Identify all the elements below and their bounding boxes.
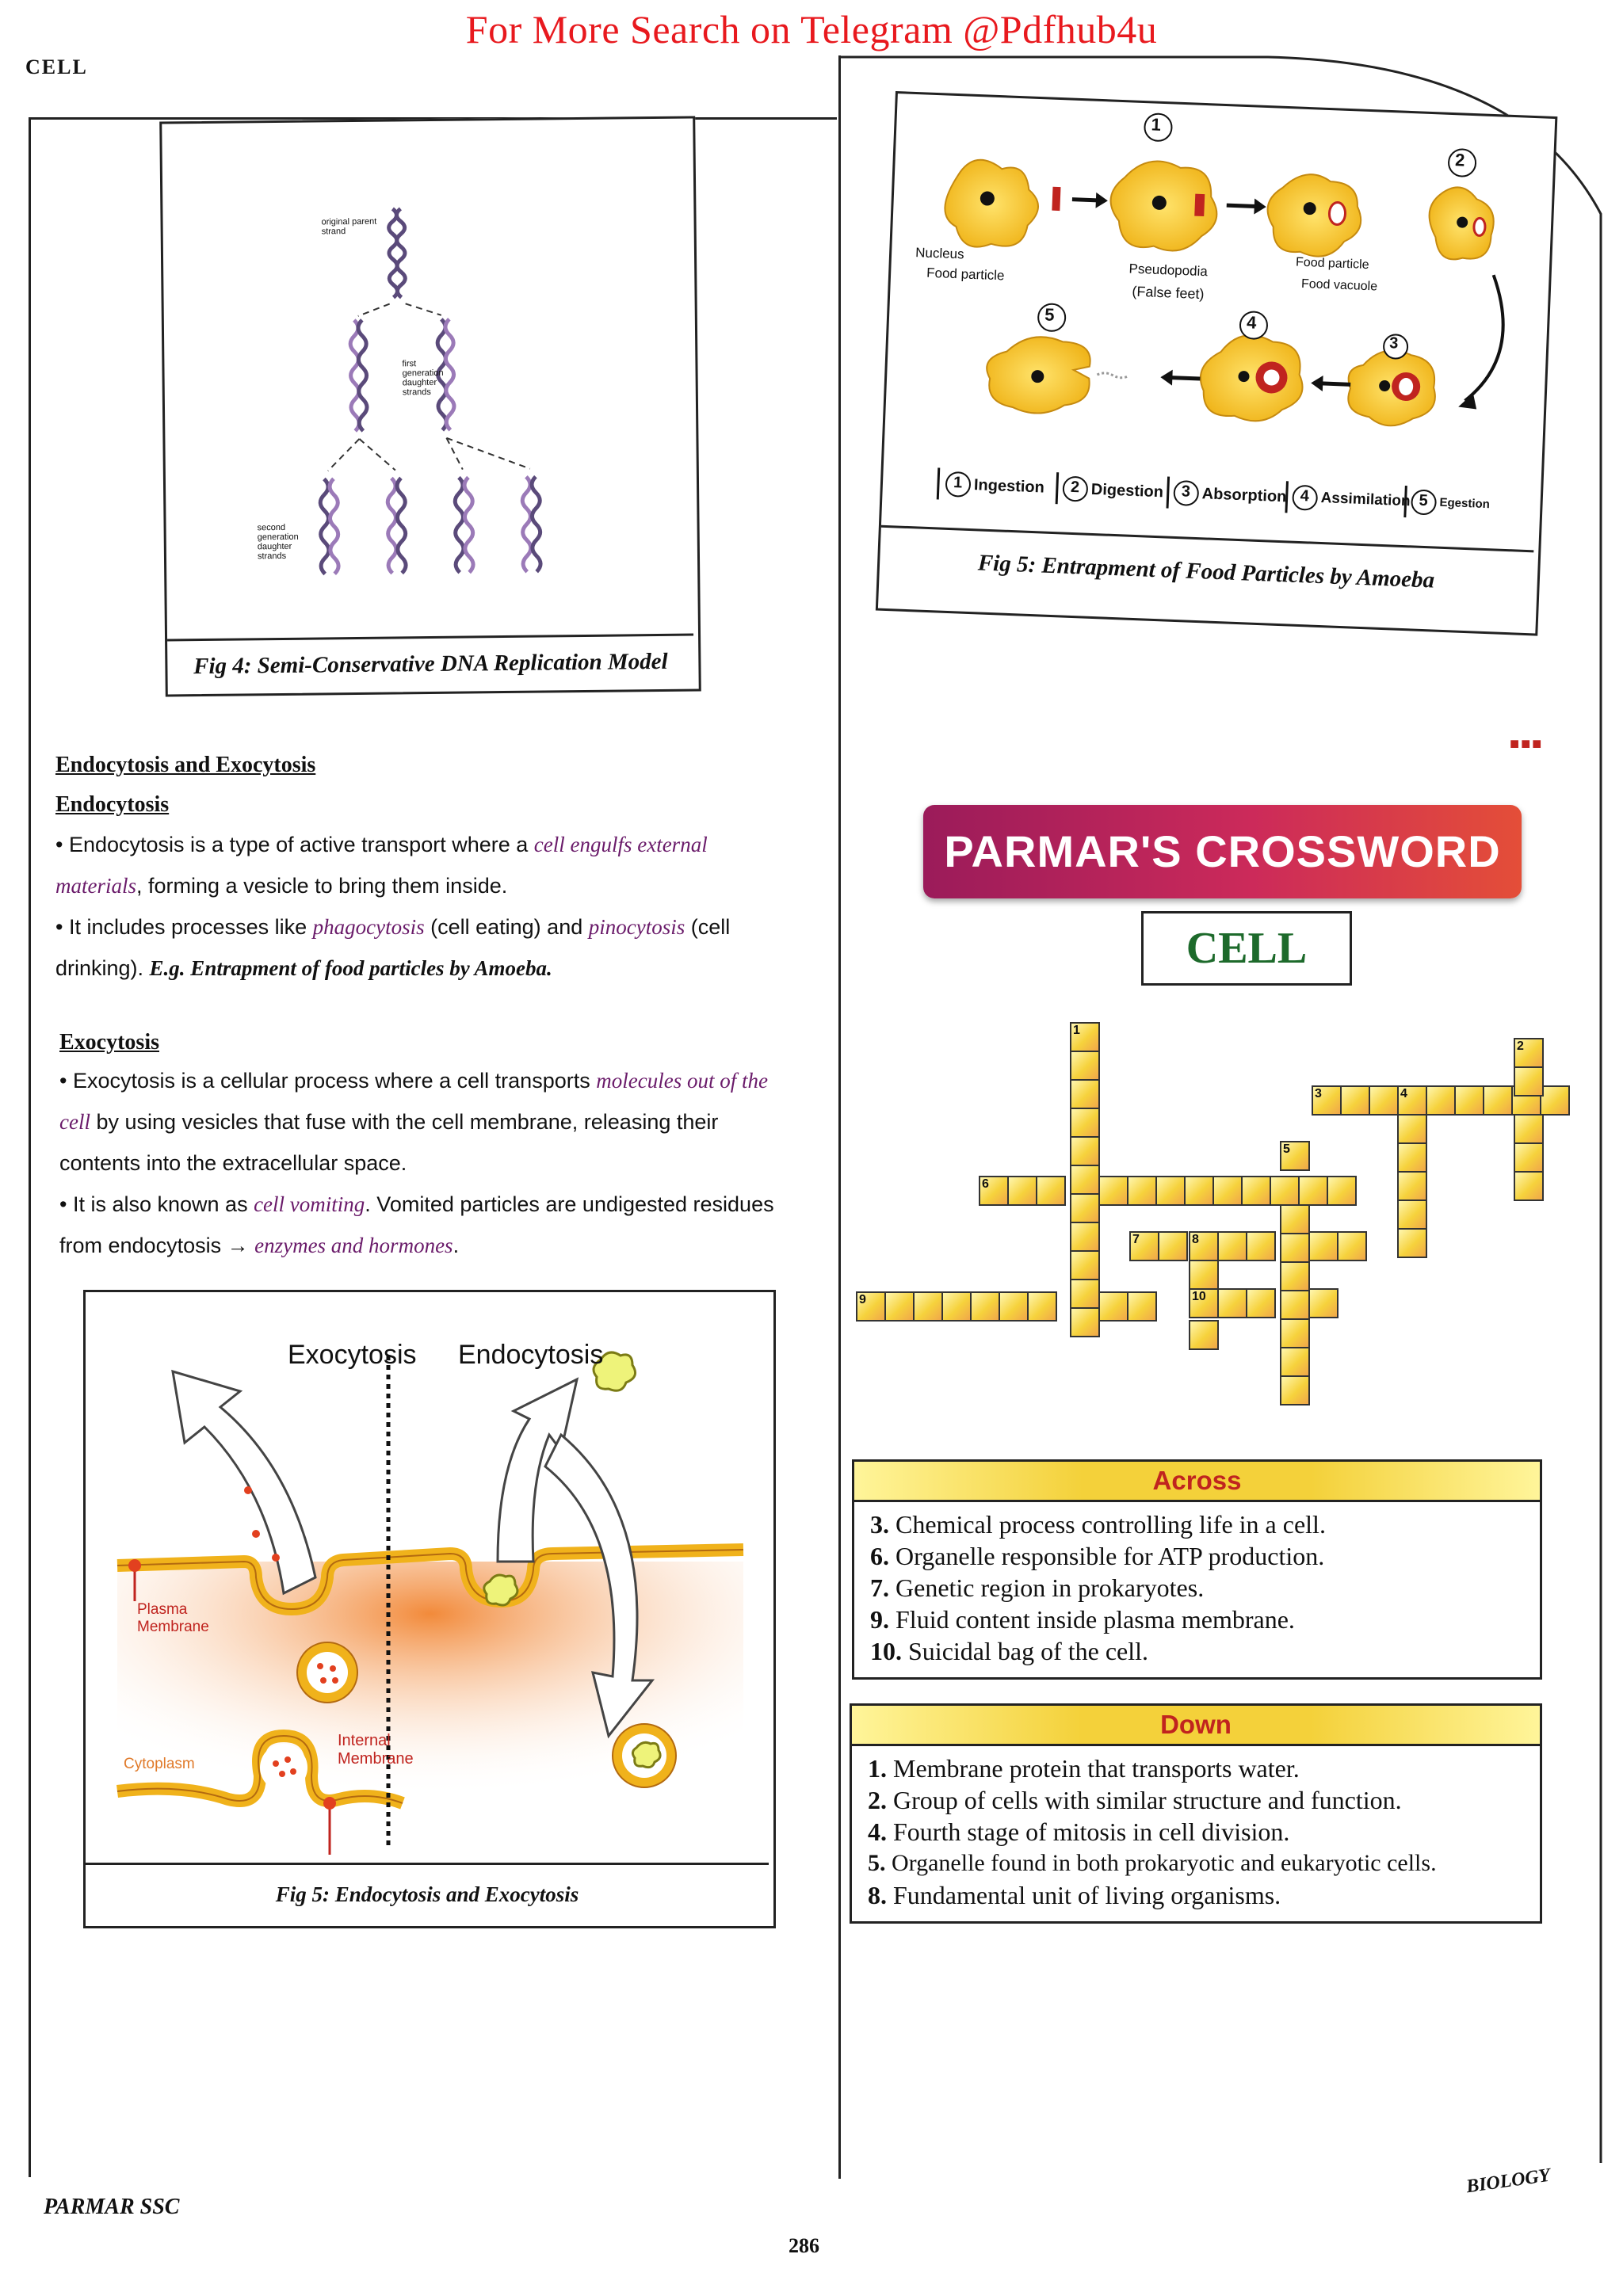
endo-b2-text: It includes processes like xyxy=(68,915,313,939)
endocytosis-bullet-1: • Endocytosis is a type of active transport where a cell engulfs external materials, forming a vesicle to bring them inside. xyxy=(55,833,708,898)
exo-b1-text: Exocytosis is a cellular process where a cell transports xyxy=(72,1069,597,1093)
grid-cell[interactable] xyxy=(941,1291,972,1322)
amoeba-legend-1: Ingestion xyxy=(973,476,1045,497)
grid-cell[interactable] xyxy=(1070,1250,1100,1280)
exocytosis-bullet-2: • It is also known as cell vomiting. Vomited particles are undigested residues from endocytosis → enzymes and hormones. xyxy=(59,1192,774,1257)
amoeba-label-pseudopodia: Pseudopodia xyxy=(1128,261,1209,280)
grid-cell[interactable] xyxy=(1514,1171,1544,1201)
amoeba-legend-4-num: 4 xyxy=(1300,486,1310,505)
down-clue-4 xyxy=(852,1816,1540,1848)
grid-cell[interactable] xyxy=(1369,1085,1399,1116)
across-clues-box xyxy=(852,1459,1542,1680)
endo-b2-text2: (cell eating) and xyxy=(424,915,589,939)
endocytosis-label: Endocytosis xyxy=(458,1340,604,1370)
down-clue-1 xyxy=(852,1753,1540,1784)
amoeba-legend-1-num: 1 xyxy=(953,474,963,492)
grid-cell[interactable] xyxy=(1298,1176,1328,1206)
grid-cell[interactable] xyxy=(1280,1261,1310,1291)
grid-cell[interactable] xyxy=(1155,1176,1186,1206)
across-clue-text: Suicidal bag of the cell. xyxy=(908,1637,1149,1665)
telegram-banner: For More Search on Telegram @Pdfhub4u xyxy=(465,7,1158,51)
across-heading: Across xyxy=(854,1462,1540,1502)
footer-publisher: PARMAR SSC xyxy=(44,2195,180,2219)
amoeba-legend-2: Digestion xyxy=(1090,480,1164,502)
footer-subject: BIOLOGY xyxy=(1465,2164,1552,2198)
grid-cell[interactable] xyxy=(1280,1290,1310,1320)
across-clue-text: Genetic region in prokaryotes. xyxy=(896,1573,1205,1602)
endo-b2-text3: (cell drinking). xyxy=(55,915,731,980)
endo-b1-text2: , forming a vesicle to bring them inside. xyxy=(136,874,508,898)
endo-b2-em2: pinocytosis xyxy=(588,915,685,939)
down-heading: Down xyxy=(852,1706,1540,1746)
grid-cell[interactable] xyxy=(1070,1108,1100,1138)
down-clue-num: 5. xyxy=(868,1850,886,1876)
amoeba-step-5: 5 xyxy=(1044,304,1056,325)
fig4-caption: Fig 4: Semi-Conservative DNA Replication Model xyxy=(167,634,694,692)
amoeba-label-false-feet: (False feet) xyxy=(1132,283,1205,303)
exo-b2-text2: . Vomited particles are undigested residues from endocytosis → xyxy=(59,1192,774,1257)
grid-cell[interactable] xyxy=(1184,1176,1214,1206)
grid-cell[interactable] xyxy=(1070,1136,1100,1166)
endo-exo-diagram xyxy=(86,1292,773,1863)
grid-cell[interactable] xyxy=(1127,1291,1157,1322)
down-clue-num: 2. xyxy=(868,1786,887,1814)
fig4-label-first: first generation daughter strands xyxy=(402,359,444,398)
grid-cell[interactable] xyxy=(1070,1051,1100,1081)
grid-cell[interactable]: 1 xyxy=(1070,1022,1100,1052)
across-clue-text: Fluid content inside plasma membrane. xyxy=(896,1605,1295,1634)
across-clue-num: 7. xyxy=(870,1573,889,1602)
exo-b2-text: It is also known as xyxy=(72,1192,254,1216)
grid-cell[interactable] xyxy=(1397,1228,1427,1258)
grid-cell[interactable] xyxy=(1070,1193,1100,1223)
grid-cell[interactable] xyxy=(1397,1171,1427,1201)
across-clue-num: 10. xyxy=(870,1637,902,1665)
down-clue-text: Fourth stage of mitosis in cell division. xyxy=(893,1817,1290,1846)
grid-cell[interactable] xyxy=(1308,1288,1338,1318)
grid-cell[interactable] xyxy=(1397,1114,1427,1144)
fig4-label-second: second generation daughter strands xyxy=(257,522,299,562)
exo-b2-text3: . xyxy=(453,1234,460,1257)
fig4-label-original: original parent strand xyxy=(321,216,377,237)
left-margin-line xyxy=(29,117,31,2177)
grid-cell[interactable] xyxy=(1270,1176,1300,1206)
down-clue-text: Group of cells with similar structure and function. xyxy=(893,1786,1402,1814)
endo-b1-text: Endocytosis is a type of active transport where a xyxy=(68,833,534,856)
grid-cell[interactable] xyxy=(1158,1231,1188,1261)
amoeba-step-1: 1 xyxy=(1151,114,1162,135)
grid-cell[interactable] xyxy=(1189,1320,1219,1350)
down-clue-5 xyxy=(852,1848,1540,1879)
down-clue-text: Organelle found in both prokaryotic and eukaryotic cells. xyxy=(892,1850,1437,1876)
amoeba-step-3: 3 xyxy=(1388,334,1399,353)
grid-cell[interactable] xyxy=(970,1291,1000,1322)
grid-cell[interactable]: 6 xyxy=(979,1176,1009,1206)
grid-cell[interactable] xyxy=(913,1291,943,1322)
grid-cell[interactable] xyxy=(1070,1165,1100,1195)
amoeba-legend-3: Absorption xyxy=(1201,485,1287,506)
grid-cell[interactable] xyxy=(1217,1231,1247,1261)
exo-b1-em: molecules out of the cell xyxy=(59,1069,768,1134)
grid-cell[interactable]: 7 xyxy=(1129,1231,1159,1261)
grid-cell[interactable] xyxy=(1340,1085,1370,1116)
grid-cell[interactable] xyxy=(999,1291,1029,1322)
decor-dots: ■■■ xyxy=(1510,735,1544,753)
fig5-cyto-box xyxy=(83,1290,776,1928)
page-number: 286 xyxy=(789,2234,819,2257)
amoeba-label-food-particle: Food particle xyxy=(926,265,1005,284)
grid-cell[interactable] xyxy=(1212,1176,1243,1206)
across-clue-num: 6. xyxy=(870,1542,889,1570)
amoeba-label-nucleus: Nucleus xyxy=(915,245,964,262)
grid-cell[interactable] xyxy=(1027,1291,1057,1322)
grid-cell[interactable]: 8 xyxy=(1189,1231,1219,1261)
exo-b1-text2: by using vesicles that fuse with the cell membrane, releasing their contents into the extracellular space. xyxy=(59,1110,719,1175)
grid-cell[interactable] xyxy=(1246,1288,1276,1318)
exo-b2-em: cell vomiting xyxy=(254,1192,365,1216)
down-clue-num: 4. xyxy=(868,1817,887,1846)
grid-cell[interactable] xyxy=(1280,1233,1310,1263)
grid-cell[interactable]: 10 xyxy=(1189,1288,1219,1318)
grid-cell[interactable] xyxy=(1098,1291,1128,1322)
amoeba-legend-5: Egestion xyxy=(1439,495,1491,512)
grid-cell[interactable] xyxy=(1483,1085,1513,1116)
internal-membrane-label: Internal Membrane xyxy=(338,1732,414,1768)
across-clue-6 xyxy=(854,1540,1540,1572)
grid-cell[interactable] xyxy=(1036,1176,1066,1206)
endo-b1-em: cell engulfs external materials xyxy=(55,833,708,898)
across-clue-num: 3. xyxy=(870,1510,889,1539)
amoeba-label-food-particle-2: Food particle xyxy=(1295,255,1369,273)
grid-cell[interactable] xyxy=(1070,1279,1100,1309)
grid-cell[interactable] xyxy=(1280,1204,1310,1234)
grid-cell[interactable] xyxy=(1454,1085,1484,1116)
down-clue-text: Fundamental unit of living organisms. xyxy=(893,1881,1281,1909)
exocytosis-bullet-1: • Exocytosis is a cellular process where a cell transports molecules out of the cell by using vesicles that fuse with the cell membrane, releasing their contents into the extracellular space. xyxy=(59,1069,768,1175)
grid-cell[interactable] xyxy=(1070,1307,1100,1337)
grid-cell[interactable] xyxy=(1280,1318,1310,1348)
grid-cell[interactable] xyxy=(1514,1066,1544,1097)
grid-cell[interactable] xyxy=(1397,1199,1427,1230)
heading-endo-exo: Endocytosis and Exocytosis xyxy=(55,753,316,777)
amoeba-legend-5-num: 5 xyxy=(1419,491,1429,510)
down-clues-box xyxy=(850,1703,1542,1924)
grid-cell[interactable] xyxy=(1337,1231,1367,1261)
amoeba-legend-3-num: 3 xyxy=(1181,482,1191,501)
crossword-grid xyxy=(856,1022,1569,1418)
grid-cell[interactable] xyxy=(1217,1288,1247,1318)
endo-b2-example: E.g. Entrapment of food particles by Amoeba. xyxy=(149,956,552,980)
amoeba-legend-4: Assimilation xyxy=(1320,489,1411,510)
cytoplasm-label: Cytoplasm xyxy=(124,1756,195,1772)
down-clue-num: 8. xyxy=(868,1881,887,1909)
grid-cell[interactable] xyxy=(1189,1260,1219,1290)
down-clue-8 xyxy=(852,1879,1540,1911)
amoeba-legend-2-num: 2 xyxy=(1070,478,1080,497)
fig5-amoeba-caption: Fig 5: Entrapment of Food Particles by Amoeba xyxy=(878,525,1533,629)
amoeba-step-4: 4 xyxy=(1246,312,1257,333)
grid-cell[interactable] xyxy=(1241,1176,1271,1206)
grid-cell[interactable] xyxy=(1127,1176,1157,1206)
heading-endocytosis: Endocytosis xyxy=(55,792,170,817)
endocytosis-bullet-2: • It includes processes like phagocytosis (cell eating) and pinocytosis (cell drinking). E.g. Entrapment of food particles by Amoeba. xyxy=(55,915,731,980)
fig4-box xyxy=(159,116,701,696)
fig5-cyto-caption: Fig 5: Endocytosis and Exocytosis xyxy=(86,1863,769,1924)
exocytosis-label: Exocytosis xyxy=(288,1340,417,1370)
grid-cell[interactable] xyxy=(1098,1176,1128,1206)
grid-cell[interactable]: 4 xyxy=(1397,1085,1427,1116)
across-clue-10 xyxy=(854,1635,1540,1667)
down-clue-2 xyxy=(852,1784,1540,1816)
grid-cell[interactable] xyxy=(1514,1142,1544,1173)
across-clue-3 xyxy=(854,1508,1540,1540)
across-clue-9 xyxy=(854,1604,1540,1635)
grid-cell[interactable] xyxy=(1308,1231,1338,1261)
down-clue-num: 1. xyxy=(868,1754,887,1783)
across-clue-num: 9. xyxy=(870,1605,889,1634)
grid-cell[interactable] xyxy=(1280,1375,1310,1405)
grid-cell[interactable] xyxy=(1426,1085,1456,1116)
grid-cell[interactable] xyxy=(1246,1231,1276,1261)
grid-cell[interactable]: 2 xyxy=(1514,1038,1544,1068)
grid-cell[interactable] xyxy=(1070,1222,1100,1252)
crossword-topic: CELL xyxy=(1141,911,1352,986)
amoeba-label-food-vacuole: Food vacuole xyxy=(1300,277,1378,294)
exo-b2-em2: enzymes and hormones xyxy=(254,1234,453,1257)
across-clue-7 xyxy=(854,1572,1540,1604)
running-head: CELL xyxy=(25,55,88,78)
amoeba-step-2: 2 xyxy=(1454,150,1465,170)
across-clue-text: Chemical process controlling life in a cell. xyxy=(896,1510,1326,1539)
grid-cell[interactable] xyxy=(1280,1347,1310,1377)
grid-cell[interactable] xyxy=(1070,1079,1100,1109)
heading-exocytosis: Exocytosis xyxy=(59,1030,159,1055)
grid-cell[interactable] xyxy=(1327,1176,1357,1206)
endo-b2-em1: phagocytosis xyxy=(312,915,425,939)
crossword-title: PARMAR'S CROSSWORD xyxy=(923,805,1522,898)
plasma-membrane-label: Plasma Membrane xyxy=(137,1601,209,1635)
grid-cell[interactable] xyxy=(1007,1176,1037,1206)
grid-cell[interactable]: 9 xyxy=(856,1291,886,1322)
grid-cell[interactable]: 3 xyxy=(1312,1085,1342,1116)
fig5-amoeba-box xyxy=(876,91,1558,636)
grid-cell[interactable] xyxy=(1540,1085,1570,1116)
across-clue-text: Organelle responsible for ATP production. xyxy=(896,1542,1325,1570)
grid-cell[interactable] xyxy=(1397,1142,1427,1173)
grid-cell[interactable] xyxy=(884,1291,915,1322)
grid-cell[interactable]: 5 xyxy=(1280,1141,1310,1171)
grid-cell[interactable] xyxy=(1514,1114,1544,1144)
down-clue-text: Membrane protein that transports water. xyxy=(893,1754,1300,1783)
